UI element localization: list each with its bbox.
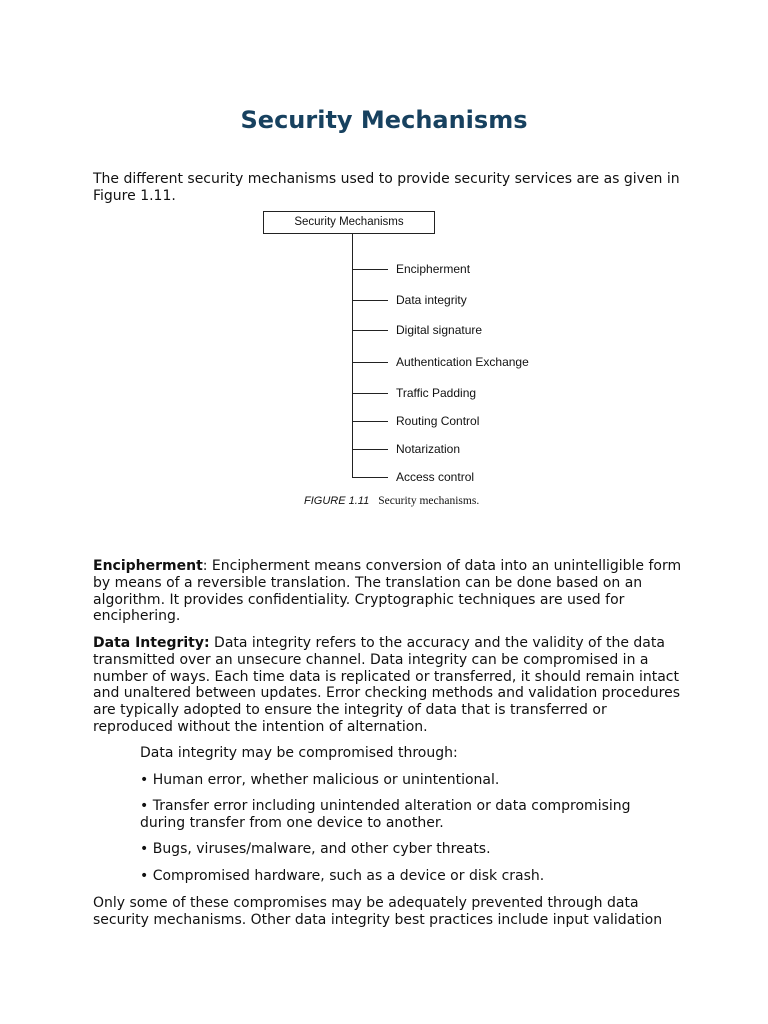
figure-item-routing-control	[352, 413, 479, 429]
figure-item-label: Traffic Padding	[396, 386, 477, 400]
figure-item-label: Data integrity	[396, 293, 467, 307]
bullet-item: • Bugs, viruses/malware, and other cyber threats.	[140, 841, 491, 857]
branch-line	[352, 300, 388, 301]
figure-item-label: Routing Control	[396, 414, 480, 428]
figure-item-encipherment	[352, 261, 470, 277]
page-title: Security Mechanisms	[240, 106, 528, 134]
branch-line	[352, 330, 388, 331]
figure-item-label: Digital signature	[396, 323, 483, 337]
figure-item-label: Access control	[396, 470, 475, 484]
security-mechanisms-figure	[255, 205, 575, 515]
branch-line	[352, 477, 388, 478]
figure-caption	[304, 495, 479, 507]
figure-caption-number: FIGURE 1.11	[304, 495, 370, 507]
figure-item-notarization	[352, 441, 460, 457]
figure-item-label: Encipherment	[396, 262, 471, 276]
data-integrity-term: Data Integrity:	[93, 635, 210, 651]
branch-line	[352, 269, 388, 270]
branch-line	[352, 362, 388, 363]
bullet-item: • Human error, whether malicious or unintentional.	[140, 772, 500, 788]
branch-line	[352, 421, 388, 422]
figure-item-label: Authentication Exchange	[396, 355, 529, 369]
figure-item-traffic-padding	[352, 385, 476, 401]
data-integrity-text: Data integrity refers to the accuracy and the validity of the data transmitted over an unsecure channel. Data integrity can be compromised in a number of ways. Each time data is replicated or transferred, it should remain intact and unaltered between updates. Error checking methods and validation procedures are typically adopted to ensure the integrity of data that is transferred or reproduced without the intention of alternation.	[93, 635, 680, 735]
bullet-item: • Transfer error including unintended alteration or data compromising during transfer from one device to another.	[140, 798, 631, 831]
encipherment-term: Encipherment	[93, 558, 203, 574]
branch-line	[352, 449, 388, 450]
compromise-lead: Data integrity may be compromised through:	[140, 745, 458, 761]
encipherment-text: : Encipherment means conversion of data into an unintelligible form by means of a reversible translation. The translation can be done based on an algorithm. It provides confidentiality. Cryptographic techniques are used for enciphering.	[93, 558, 682, 625]
figure-caption-text: Security mechanisms.	[378, 495, 480, 507]
encipherment-paragraph	[93, 558, 683, 625]
figure-item-authentication-exchange	[352, 354, 529, 370]
data-integrity-paragraph	[93, 635, 683, 736]
branch-line	[352, 393, 388, 394]
figure-item-label: Notarization	[396, 442, 461, 456]
bullet-item: • Compromised hardware, such as a device or disk crash.	[140, 868, 545, 884]
figure-item-data-integrity	[352, 292, 467, 308]
closing-paragraph: Only some of these compromises may be adequately prevented through data security mechanisms. Other data integrity best practices include input validation	[93, 895, 663, 928]
figure-root-box: Security Mechanisms	[263, 211, 435, 234]
figure-item-digital-signature	[352, 322, 482, 338]
figure-item-access-control	[352, 469, 474, 485]
intro-paragraph: The different security mechanisms used to provide security services are as given in Figure 1.11.	[93, 171, 680, 204]
